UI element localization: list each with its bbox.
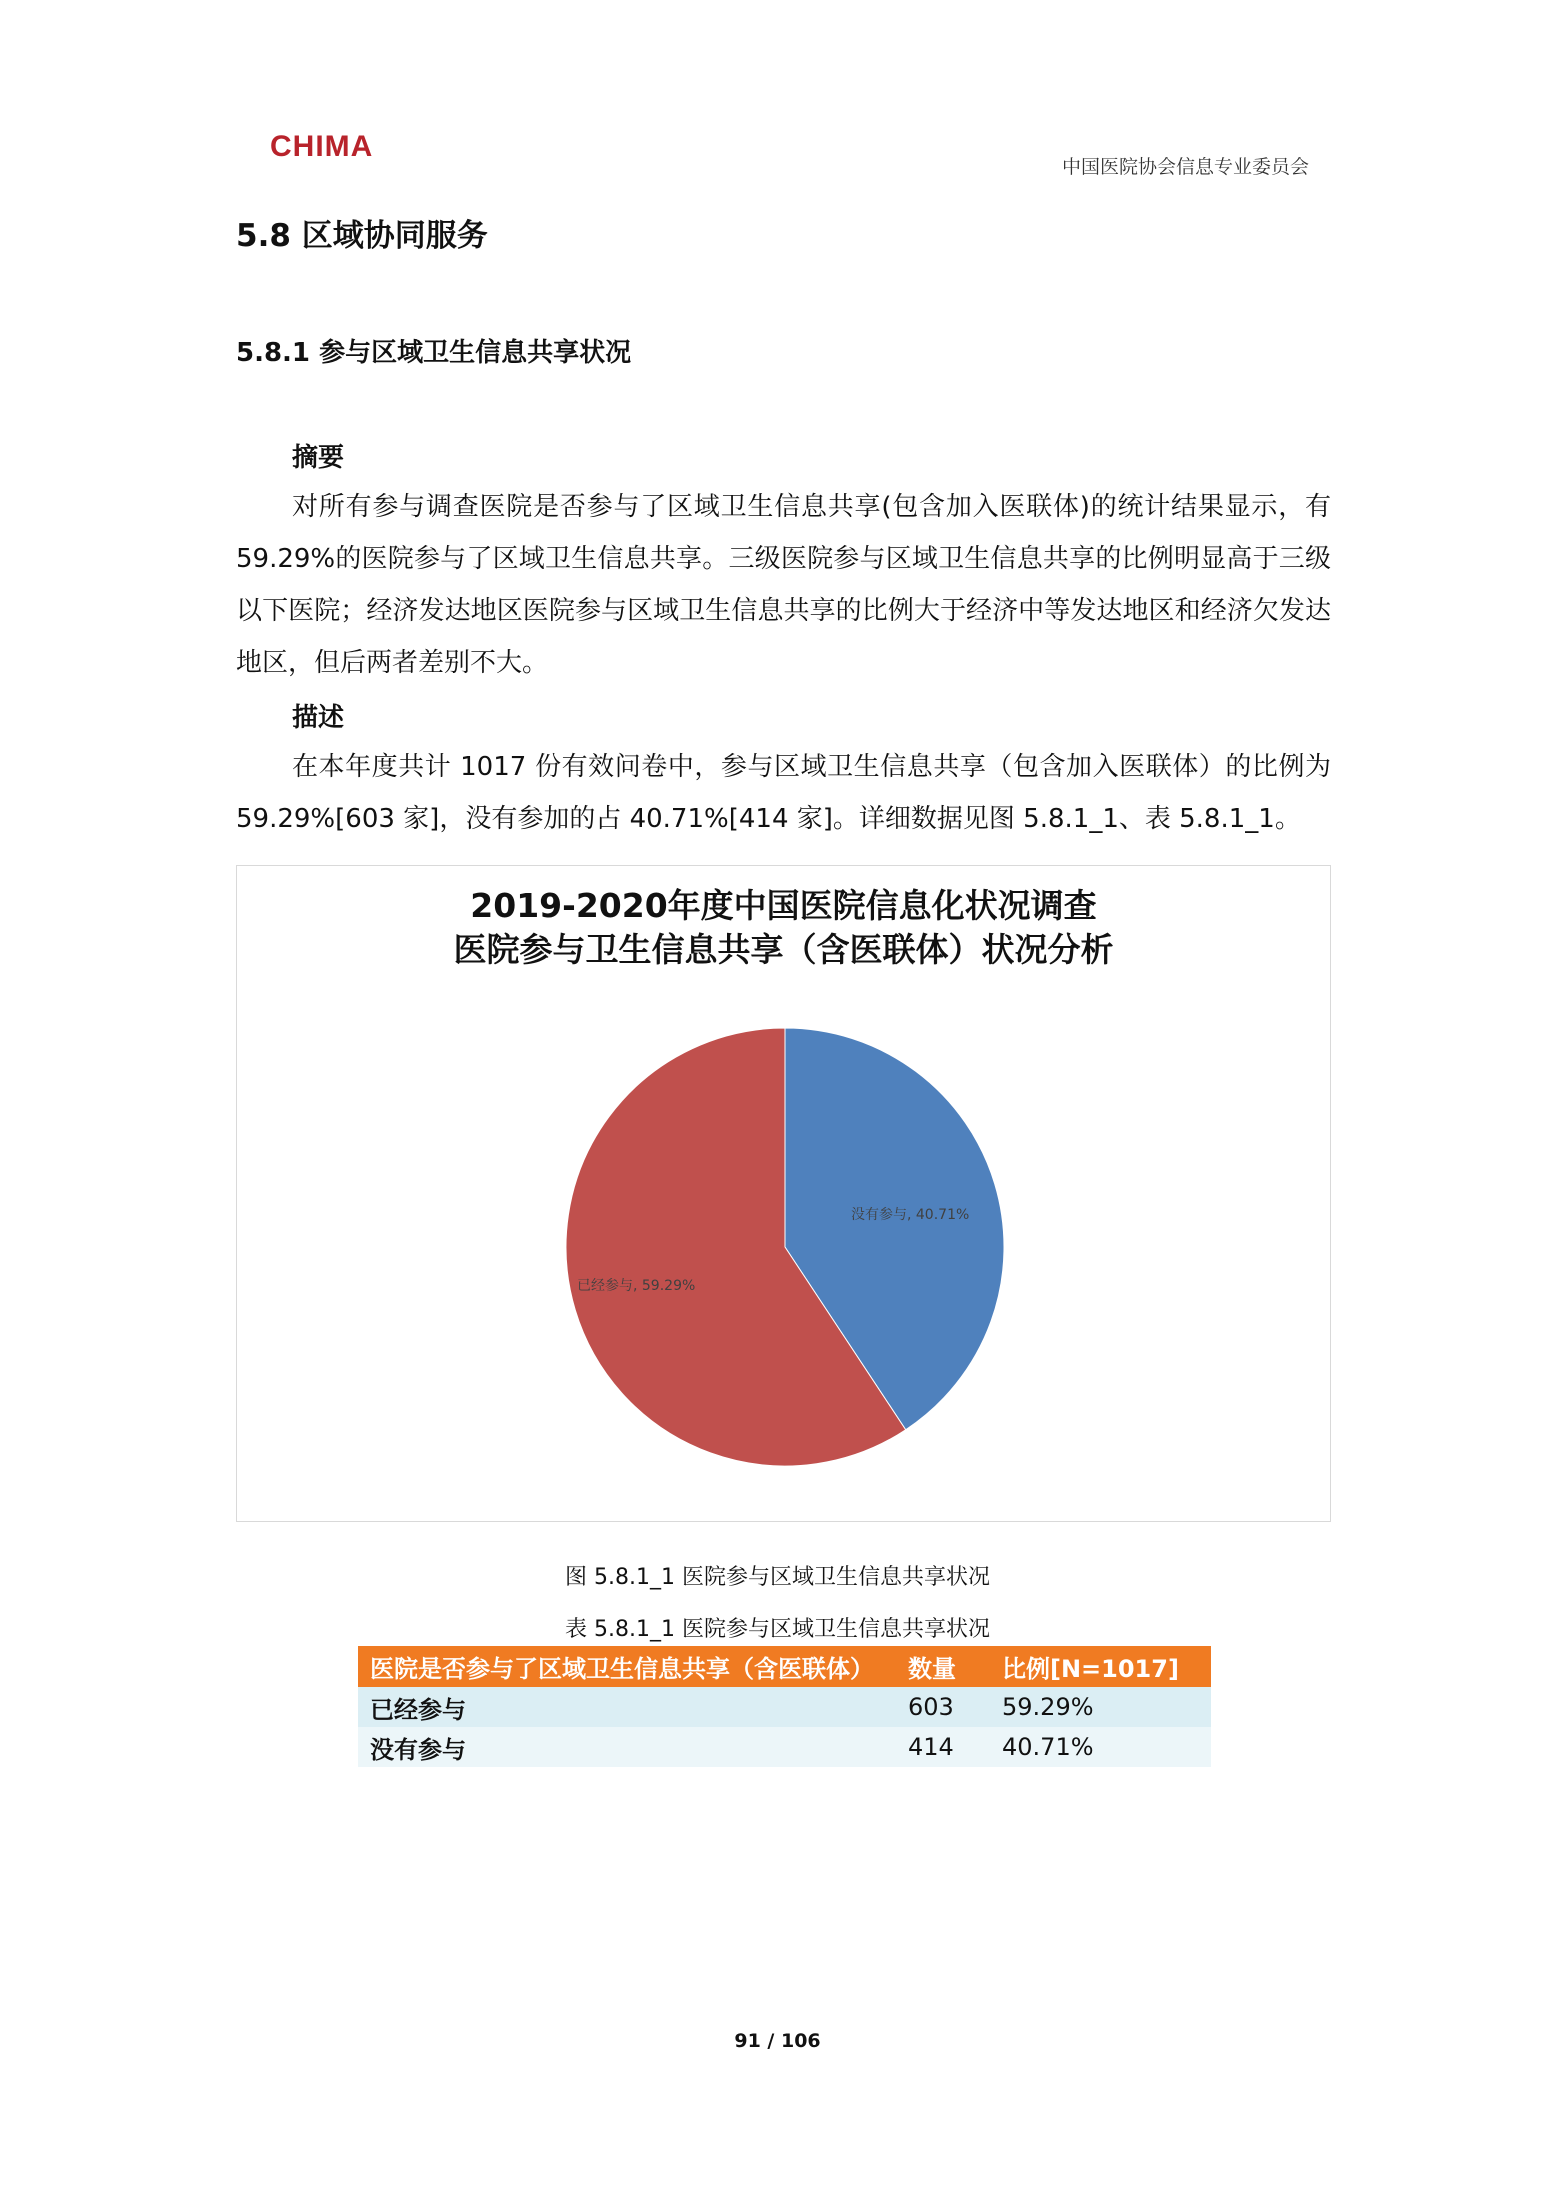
chart-subtitle: 医院参与卫生信息共享（含医联体）状况分析 [453,930,1114,969]
table-header-row [358,1646,1211,1687]
description-paragraph: 在本年度共计 1017 份有效问卷中，参与区域卫生信息共享（包含加入医联体）的比例为 59.29%[603 家]，没有参加的占 40.71%[414 家]。详细数据见图 5.8.1_1、表 5.8.1_1。 [236,752,1331,834]
description-label: 描述 [292,703,345,733]
table-cell: 603 [896,1687,990,1727]
pie-chart-canvas [237,866,1330,1521]
organization-name: 中国医院协会信息专业委员会 [1061,156,1309,178]
pie-chart [236,865,1331,1522]
section-title: 5.8 区域协同服务 [236,218,488,254]
table-cell: 414 [896,1727,990,1767]
chart-title: 2019-2020年度中国医院信息化状况调查 [470,886,1097,925]
data-table [358,1646,1211,1767]
table-cell: 已经参与 [358,1687,896,1727]
table-cell: 59.29% [990,1687,1211,1727]
table-header-cell: 比例[N=1017] [990,1646,1211,1687]
pie-data-label: 已经参与, 59.29% [577,1278,696,1294]
summary-label: 摘要 [292,443,345,473]
figure-caption: 图 5.8.1_1 医院参与区域卫生信息共享状况 [565,1565,990,1590]
summary-paragraph: 对所有参与调查医院是否参与了区域卫生信息共享(包含加入医联体)的统计结果显示，有 59.29%的医院参与了区域卫生信息共享。三级医院参与区域卫生信息共享的比例明显高于三级以下医院；经济发达地区医院参与区域卫生信息共享的比例大于经济中等发达地区和经济欠发达地区，但后两者差别不大。 [236,492,1331,678]
chima-logo: CHIMA [270,130,374,163]
page-number: 91 / 106 [734,2030,821,2052]
pie-data-label: 没有参与, 40.71% [851,1207,970,1223]
table-row [358,1727,1211,1767]
table-cell: 40.71% [990,1727,1211,1767]
table-row [358,1687,1211,1727]
table-header-cell: 数量 [896,1646,990,1687]
table-header-cell: 医院是否参与了区域卫生信息共享（含医联体） [358,1646,896,1687]
table-caption: 表 5.8.1_1 医院参与区域卫生信息共享状况 [565,1617,990,1642]
subsection-title: 5.8.1 参与区域卫生信息共享状况 [236,338,632,368]
table-cell: 没有参与 [358,1727,896,1767]
